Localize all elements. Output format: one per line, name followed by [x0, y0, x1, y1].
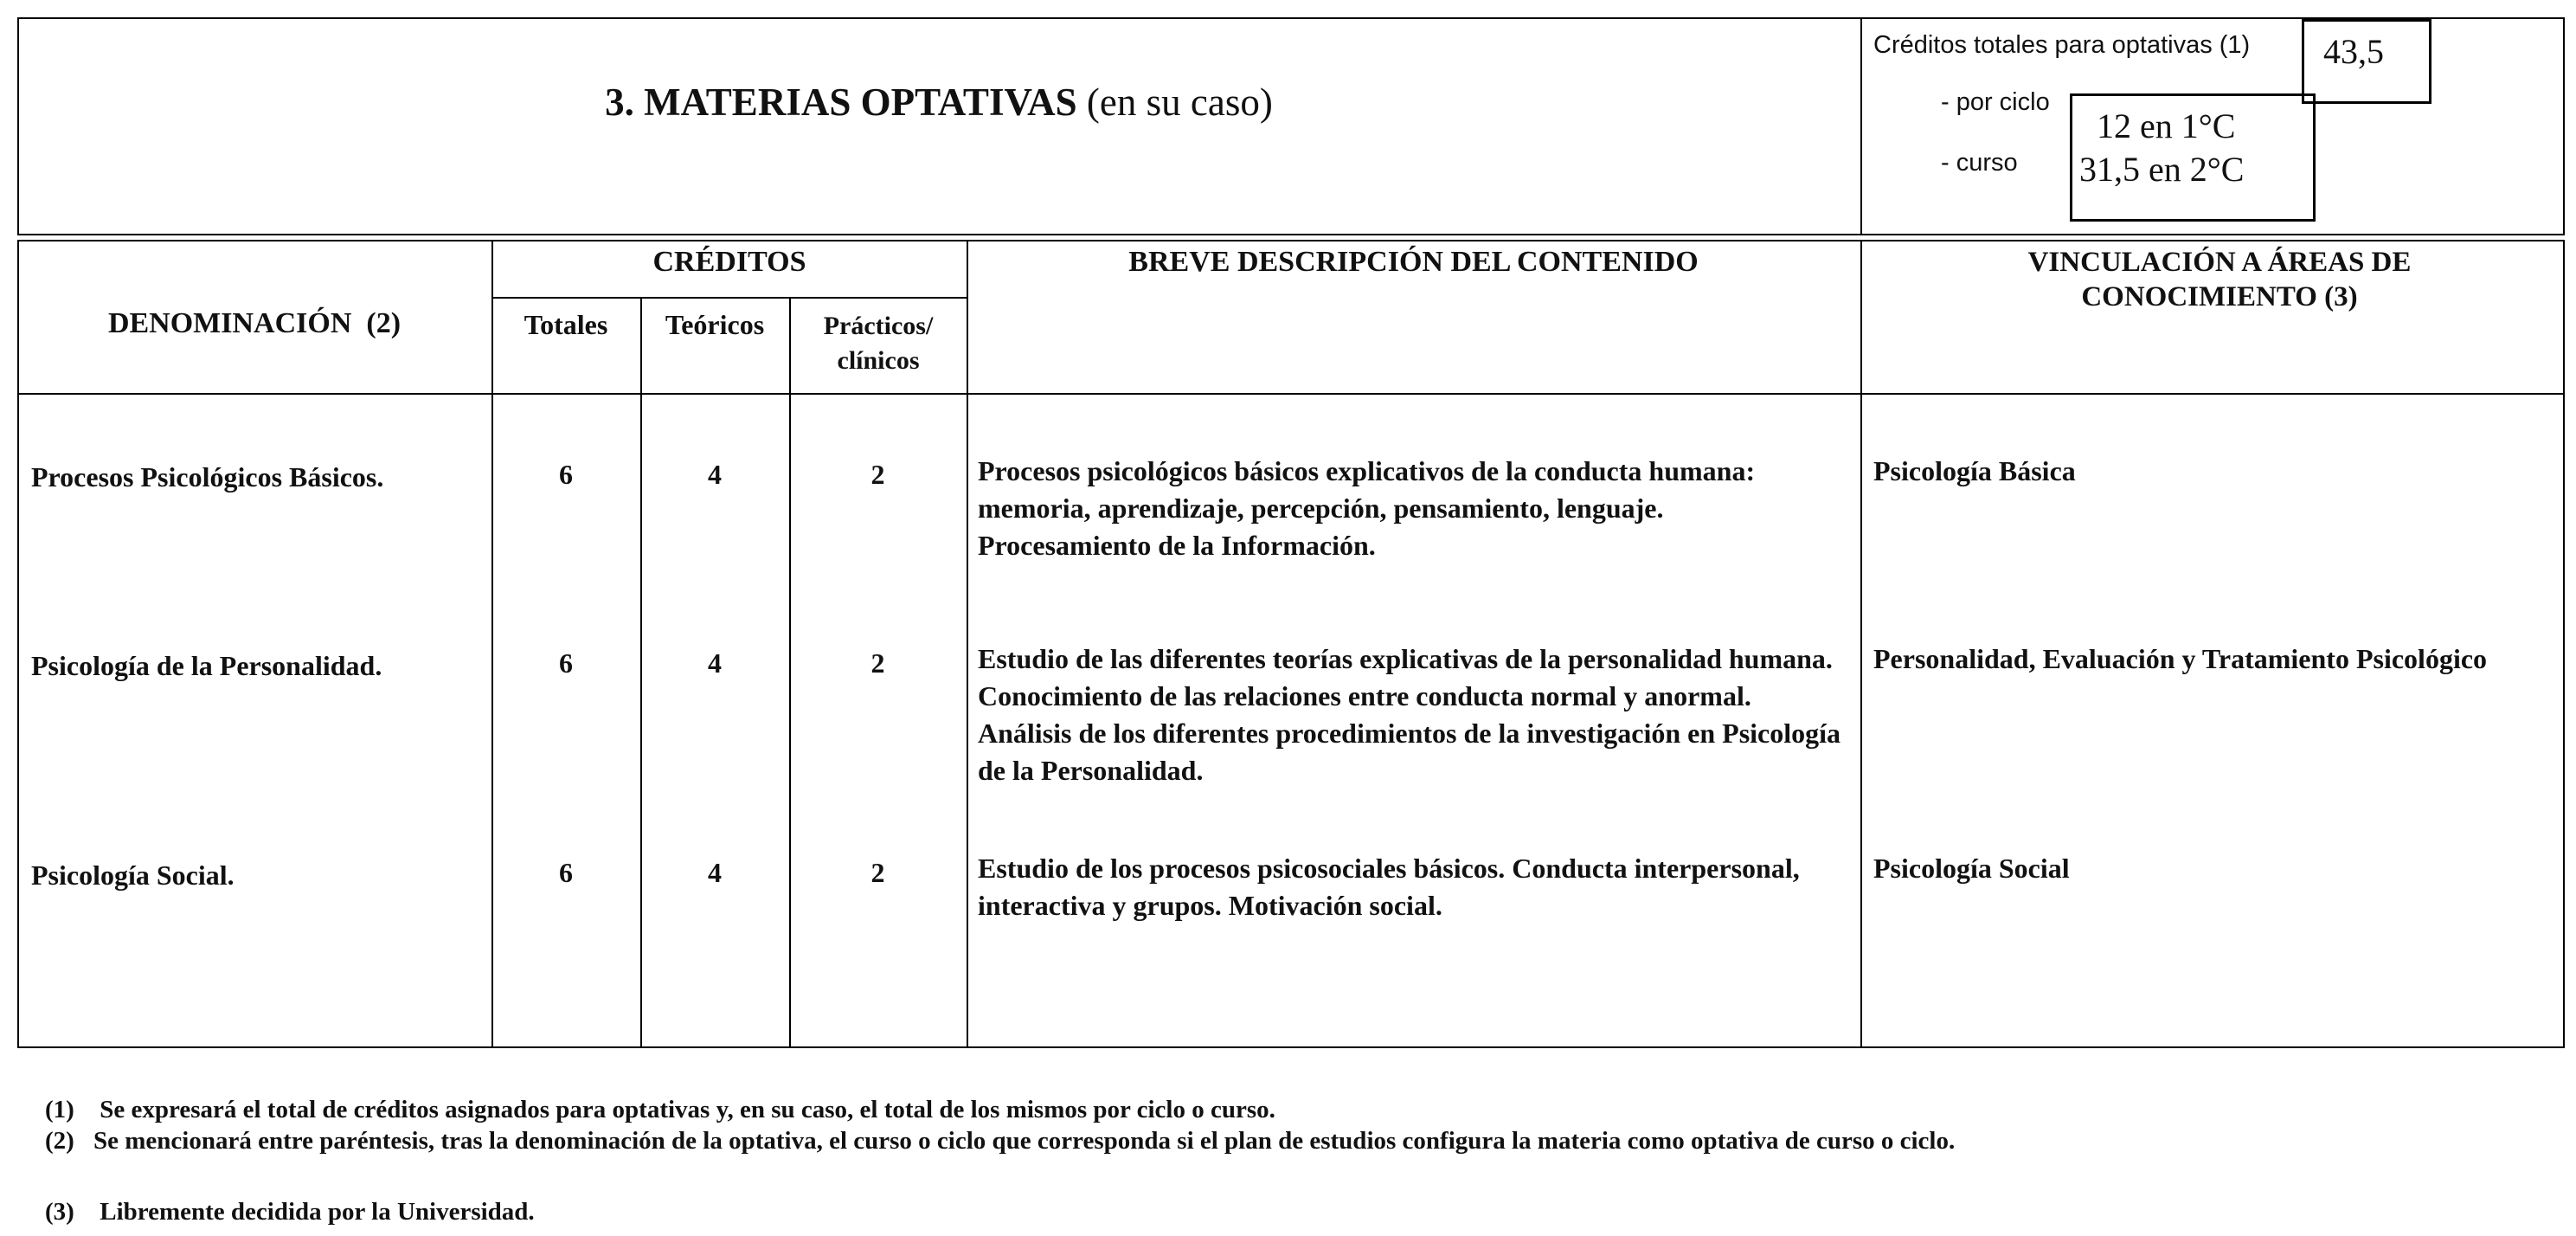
ciclo-value-1: 12 en 1°C [2097, 106, 2236, 145]
footnote-3 [45, 1196, 2381, 1227]
row3-totales: 6 [559, 857, 573, 888]
header-creditos: CRÉDITOS [652, 246, 806, 278]
row3-name: Psicología Social. [31, 859, 234, 891]
row1-description: Procesos psicológicos básicos explicativos de la conducta humana: memoria, aprendizaje, percepción, pensamiento, lenguaje. Procesamiento de la Información. [978, 455, 1756, 561]
footnote-2 [45, 1125, 2399, 1156]
col-line-1 [491, 240, 493, 1048]
row3-area: Psicología Social [1873, 853, 2070, 884]
row1-practicos: 2 [870, 459, 885, 490]
table-header-bottom-line [17, 393, 2565, 395]
header-totales: Totales [524, 309, 608, 340]
creditos-subheader-line [491, 297, 967, 299]
footnote-2-mark: (2) [45, 1127, 74, 1155]
footnote-3-mark: (3) [45, 1198, 74, 1226]
row2-totales: 6 [559, 647, 573, 679]
row2-practicos: 2 [870, 647, 885, 679]
header-teoricos: Teóricos [665, 309, 765, 340]
footnote-1-mark: (1) [45, 1096, 74, 1123]
row1-name: Procesos Psicológicos Básicos. [31, 461, 384, 492]
row3-teoricos: 4 [708, 857, 722, 888]
footnote-1-text: Se expresará el total de créditos asignados para optativas y, en su caso, el total de los mismos por ciclo o curso. [100, 1096, 1275, 1123]
row2-teoricos: 4 [708, 647, 722, 679]
row1-totales: 6 [559, 459, 573, 490]
col-line-5 [1860, 240, 1862, 1048]
footnote-2-text: Se mencionará entre paréntesis, tras la denominación de la optativa, el curso o ciclo que corresponda si el plan de estudios configura la materia como optativa de curso o ciclo. [93, 1127, 1956, 1155]
credits-total-value: 43,5 [2323, 32, 2384, 71]
header-practicos: Prácticos/ clínicos [823, 312, 934, 375]
header-descripcion: BREVE DESCRIPCIÓN DEL CONTENIDO [1128, 246, 1699, 278]
curso-label: - curso [1941, 149, 2018, 177]
header-vinculacion: VINCULACIÓN A ÁREAS DE CONOCIMIENTO (3) [2027, 247, 2412, 312]
row3-description: Estudio de los procesos psicosociales básicos. Conducta interpersonal, interactiva y grupos. Motivación social. [978, 853, 1800, 921]
credits-total-label: Créditos totales para optativas (1) [1873, 31, 2251, 59]
row1-teoricos: 4 [708, 459, 722, 490]
header-denominacion: DENOMINACIÓN (2) [107, 307, 401, 339]
col-line-4 [967, 240, 968, 1048]
header-divider [1860, 17, 1862, 235]
section-title-suffix: (en su caso) [1086, 80, 1273, 124]
footnote-1 [45, 1094, 2381, 1125]
row2-name: Psicología de la Personalidad. [31, 650, 382, 681]
footnote-3-text: Libremente decidida por la Universidad. [100, 1198, 535, 1226]
row1-area: Psicología Básica [1873, 455, 2076, 486]
section-title-main: 3. MATERIAS OPTATIVAS [605, 80, 1077, 124]
ciclo-value-2: 31,5 en 2°C [2079, 150, 2245, 189]
por-ciclo-label: - por ciclo [1941, 88, 2050, 116]
row3-practicos: 2 [870, 857, 885, 888]
row2-area: Personalidad, Evaluación y Tratamiento Psicológico [1873, 643, 2488, 674]
section-title [17, 80, 1860, 125]
row2-description: Estudio de las diferentes teorías explicativas de la personalidad humana. Conocimiento de las relaciones entre conducta normal y anormal. Análisis de los diferentes procedimientos de la investigación en Psicología de la Personalidad. [978, 643, 1841, 786]
